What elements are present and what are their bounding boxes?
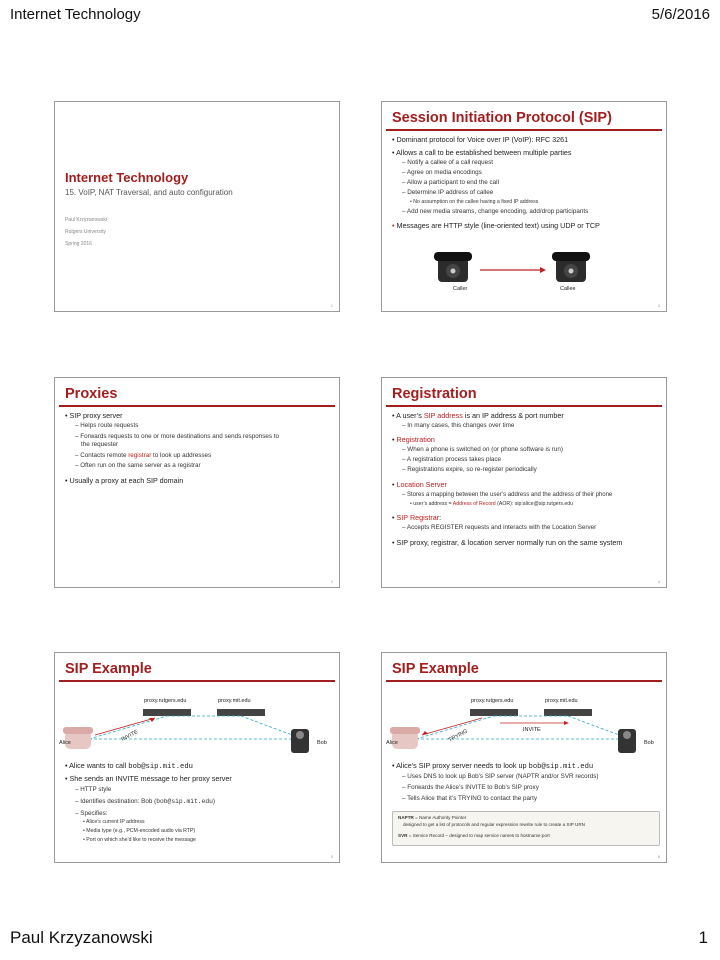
bullet: • SIP Registrar:: [392, 513, 442, 522]
arrow-head-icon: [422, 731, 428, 735]
slide-4: [381, 377, 667, 588]
sub-bullet: – Forwards requests to one or more destinations and sends responses to: [75, 433, 280, 440]
slide-number: 5: [330, 854, 333, 859]
sub-sub-bullet: • user’s address = Address of Record (AOR): sip:alice@sip.rutgers.edu: [410, 501, 574, 507]
server-icon: [143, 709, 191, 716]
sub-bullet: – Tells Alice that it’s TRYING to contact the party: [402, 795, 537, 802]
bullet: • Alice wants to call bob@sip.mit.edu: [65, 761, 193, 771]
sub-bullet: – Stores a mapping between the user’s address and the address of their phone: [402, 492, 613, 498]
sub-sub-bullet: • Alice’s current IP address: [83, 819, 145, 825]
slide-number: 2: [657, 303, 660, 308]
naptr-description: designed to get a list of protocols and regular expression rewrite rule to create a SIP URN: [403, 822, 585, 827]
proxy-label: proxy.mit.edu: [545, 698, 578, 704]
bob-label: Bob: [317, 740, 327, 746]
slide-title: Registration: [392, 386, 477, 402]
caller-label: Caller: [453, 286, 468, 292]
sub-bullet: – Notify a callee of a call request: [402, 159, 494, 166]
definitions-box: [392, 811, 660, 846]
bullet: • Messages are HTTP style (line-oriented text) using UDP or TCP: [392, 221, 600, 230]
slide-6: [381, 652, 667, 863]
bullet: • SIP proxy server: [65, 411, 123, 420]
bullet: • SIP proxy, registrar, & location server normally run on the same system: [392, 538, 623, 547]
sub-sub-bullet: • Port on which she’d like to receive the message: [83, 837, 196, 843]
sub-bullet: – Add new media streams, change encoding, add/drop participants: [402, 208, 589, 215]
organization: Rutgers University: [65, 229, 106, 235]
page-footer-author: Paul Krzyzanowski: [10, 928, 153, 947]
bob-label: Bob: [644, 740, 654, 746]
sub-sub-bullet: • No assumption on the callee having a fixed IP address: [410, 199, 539, 205]
slide-number: 3: [330, 579, 333, 584]
sip-diagram: [382, 703, 666, 763]
sub-bullet: – Contacts remote registrar to look up addresses: [75, 452, 212, 459]
slide-subtitle: 15. VoIP, NAT Traversal, and auto configuration: [65, 188, 233, 197]
title-rule: [386, 129, 662, 131]
bullet: • Dominant protocol for Voice over IP (VoIP): RFC 3261: [392, 135, 569, 144]
term: Spring 2016: [65, 241, 92, 247]
svr-definition: SVR = Service Record – designed to map service names to hostname:port: [398, 833, 550, 838]
sub-bullet: – Specifies:: [75, 810, 108, 817]
sub-bullet: – Forwards the Alice’s INVITE to Bob’s SIP proxy: [402, 784, 539, 791]
slide-1: [54, 101, 340, 312]
title-rule: [59, 680, 335, 682]
slide-title: SIP Example: [392, 661, 479, 677]
slide-number: 1: [330, 303, 333, 308]
server-icon: [544, 709, 592, 716]
slide-5: [54, 652, 340, 863]
author: Paul Krzyzanowski: [65, 217, 107, 223]
sub-bullet: – Determine IP address of callee: [402, 189, 494, 196]
slide-title: Internet Technology: [65, 170, 189, 185]
bullet: • A user’s SIP address is an IP address & port number: [392, 411, 564, 420]
arrow-head-icon: [540, 267, 546, 273]
sip-diagram: [55, 703, 339, 763]
phone-icon: [618, 729, 636, 753]
caller-callee-diagram: [422, 242, 602, 292]
sub-bullet: – When a phone is switched on (or phone software is run): [402, 446, 564, 453]
callee-label: Callee: [560, 286, 576, 292]
phone-icon: [434, 252, 472, 282]
invite-label: INVITE: [523, 727, 541, 733]
bullet: • Registration: [392, 435, 435, 444]
sub-bullet: – Helps route requests: [75, 422, 139, 429]
page-header-date: 5/6/2016: [651, 6, 710, 23]
sub-bullet: – Often run on the same server as a registrar: [75, 462, 201, 469]
trying-label: TRYING: [447, 728, 469, 744]
server-icon: [217, 709, 265, 716]
sub-bullet: – Allow a participant to end the call: [402, 179, 499, 186]
slide-title: Proxies: [65, 386, 118, 402]
slide-number: 6: [657, 854, 660, 859]
sub-bullet: – A registration process takes place: [402, 456, 502, 463]
naptr-definition: NAPTR = Name Authority Pointer: [398, 815, 467, 820]
proxy-label: proxy.rutgers.edu: [471, 698, 514, 704]
bullet: • Allows a call to be established between multiple parties: [392, 148, 572, 157]
trying-arrow: [422, 718, 482, 735]
page-footer-number: 1: [698, 928, 708, 947]
sub-bullet: – Agree on media encodings: [402, 169, 482, 176]
sub-bullet: – Uses DNS to look up Bob’s SIP server (NAPTR and/or SVR records): [402, 773, 599, 780]
sub-bullet: – Registrations expire, so re-register periodically: [402, 466, 537, 473]
sub-sub-bullet: • Media type (e.g., PCM-encoded audio via RTP): [83, 828, 196, 834]
sub-bullet-cont: the requester: [81, 441, 119, 448]
proxy-label: proxy.mit.edu: [218, 698, 251, 704]
bullet: • Usually a proxy at each SIP domain: [65, 476, 184, 485]
title-rule: [386, 405, 662, 407]
slide-title: Session Initiation Protocol (SIP): [392, 110, 612, 126]
sub-bullet: – Identifies destination: Bob (bob@sip.mit.edu): [75, 798, 216, 805]
slide-title: SIP Example: [65, 661, 152, 677]
bullet: • Alice’s SIP proxy server needs to look up bob@sip.mit.edu: [392, 761, 594, 771]
alice-label: Alice: [386, 740, 398, 746]
slide-number: 4: [657, 579, 660, 584]
phone-icon: [552, 252, 590, 282]
arrow-head-icon: [564, 721, 569, 725]
title-rule: [386, 680, 662, 682]
alice-label: Alice: [59, 740, 71, 746]
bullet: • She sends an INVITE message to her proxy server: [65, 774, 232, 783]
invite-arrow: [95, 718, 155, 735]
phone-icon: [291, 729, 309, 753]
slide-3: [54, 377, 340, 588]
title-rule: [59, 405, 335, 407]
server-icon: [470, 709, 518, 716]
slide-2: [381, 101, 667, 312]
proxy-label: proxy.rutgers.edu: [144, 698, 187, 704]
bullet: • Location Server: [392, 480, 447, 489]
page-header-title: Internet Technology: [10, 6, 141, 23]
sub-bullet: – HTTP style: [75, 786, 112, 793]
invite-label: INVITE: [120, 729, 140, 743]
sub-bullet: – In many cases, this changes over time: [402, 422, 515, 429]
sub-bullet: – Accepts REGISTER requests and interacts with the Location Server: [402, 524, 597, 531]
